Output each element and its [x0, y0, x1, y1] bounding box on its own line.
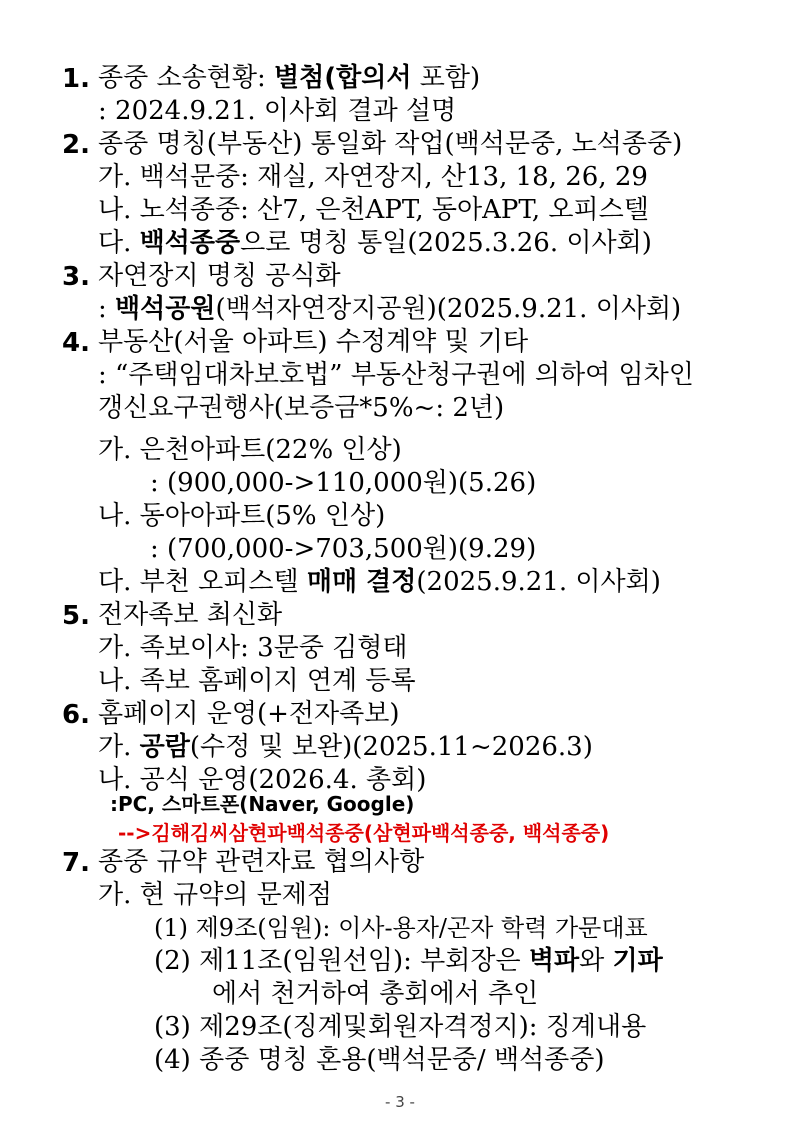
section-5-number: 5. [62, 601, 90, 631]
section-1-sub: : 2024.9.21. 이사회 결과 설명 [98, 96, 457, 126]
section-1-bold: 별첨(합의서 [274, 63, 412, 93]
section-4-c-pre: 다. 부천 오피스텔 [98, 567, 307, 597]
section-4-c-bold: 매매 결정 [306, 567, 417, 597]
section-2-c-pre: 다. [98, 228, 140, 258]
section-5-title: 전자족보 최신화 [98, 600, 283, 630]
section-6-a-bold: 공람 [139, 732, 190, 762]
section-4-sub-1: : “주택임대차보호법” 부동산청구권에 의하여 임차인 [98, 360, 694, 390]
section-6-a-pre: 가. [98, 732, 140, 762]
section-3-sub [98, 293, 681, 325]
page-number: - 3 - [385, 1093, 415, 1111]
section-3-sub-post: (백석자연장지공원)(2025.9.21. 이사회) [215, 294, 682, 324]
section-4-number: 4. [62, 328, 90, 358]
section-3-number: 3. [62, 262, 90, 292]
section-7-item-4: (4) 종중 명칭 혼용(백석문중/ 백석종중) [154, 1045, 605, 1075]
section-6-red-note: -->김해김씨삼현파백석종중(삼현파백석종중, 백석종중) [118, 821, 610, 845]
section-3-title: 자연장지 명칭 공식화 [98, 261, 341, 291]
section-7-i2-pre: (2) 제11조(임원선임): 부회장은 [154, 946, 529, 976]
section-1-number: 1. [62, 64, 90, 94]
section-6-number: 6. [62, 700, 90, 730]
section-2-c-post: 으로 명칭 통일(2025.3.26. 이사회) [240, 228, 652, 258]
section-7-item-3: (3) 제29조(징계및회원자격정지): 징계내용 [154, 1012, 647, 1042]
section-7-i2-bold-2: 기파 [612, 946, 663, 976]
section-3-sub-pre: : [98, 294, 116, 324]
section-4-item-b: 나. 동아아파트(5% 인상) [98, 501, 386, 531]
section-2-number: 2. [62, 130, 90, 160]
section-1-pre: 종중 소송현황: [98, 63, 274, 93]
section-4-item-a-sub: : (900,000->110,000원)(5.26) [150, 468, 537, 498]
section-6-title: 홈페이지 운영(+전자족보) [98, 699, 400, 729]
section-4-title: 부동산(서울 아파트) 수정계약 및 기타 [98, 327, 529, 357]
section-6-item-a [98, 731, 593, 763]
section-4-item-c [98, 566, 661, 598]
section-2-title: 종중 명칭(부동산) 통일화 작업(백석문중, 노석종중) [98, 129, 683, 159]
section-3-sub-bold: 백석공원 [115, 294, 216, 324]
section-7-item-a: 가. 현 규약의 문제점 [98, 880, 332, 910]
section-7-item-1: (1) 제9조(임원): 이사-용자/곤자 학력 가문대표 [154, 914, 648, 942]
section-4-item-a: 가. 은천아파트(22% 인상) [98, 435, 402, 465]
section-6-note: :PC, 스마트폰(Naver, Google) [110, 792, 415, 816]
section-7-title: 종중 규약 관련자료 협의사항 [98, 847, 425, 877]
section-6-a-post: (수정 및 보완)(2025.11~2026.3) [189, 732, 593, 762]
section-4-sub-2: 갱신요구권행사(보증금*5%~: 2년) [98, 393, 505, 423]
section-7-number: 7. [62, 848, 90, 878]
section-4-c-post: (2025.9.21. 이사회) [416, 567, 661, 597]
section-4-item-b-sub: : (700,000->703,500원)(9.29) [150, 534, 537, 564]
section-2-item-b: 나. 노석종중: 산7, 은천APT, 동아APT, 오피스텔 [98, 195, 649, 225]
section-1-post: 포함) [411, 63, 481, 93]
section-7-item-2 [154, 945, 663, 977]
section-2-item-a: 가. 백석문중: 재실, 자연장지, 산13, 18, 26, 29 [98, 162, 648, 192]
section-7-i2-bold-1: 벽파 [528, 946, 580, 976]
section-7-item-2-cont: 에서 천거하여 총회에서 추인 [212, 979, 539, 1009]
section-2-item-c [98, 227, 652, 259]
section-1-title [98, 62, 480, 94]
section-7-i2-mid: 와 [579, 946, 613, 976]
section-5-item-b: 나. 족보 홈페이지 연계 등록 [98, 666, 416, 696]
section-2-c-bold: 백석종중 [139, 228, 241, 258]
section-5-item-a: 가. 족보이사: 3문중 김형태 [98, 633, 408, 663]
section-6-item-b: 나. 공식 운영(2026.4. 총회) [98, 765, 427, 795]
